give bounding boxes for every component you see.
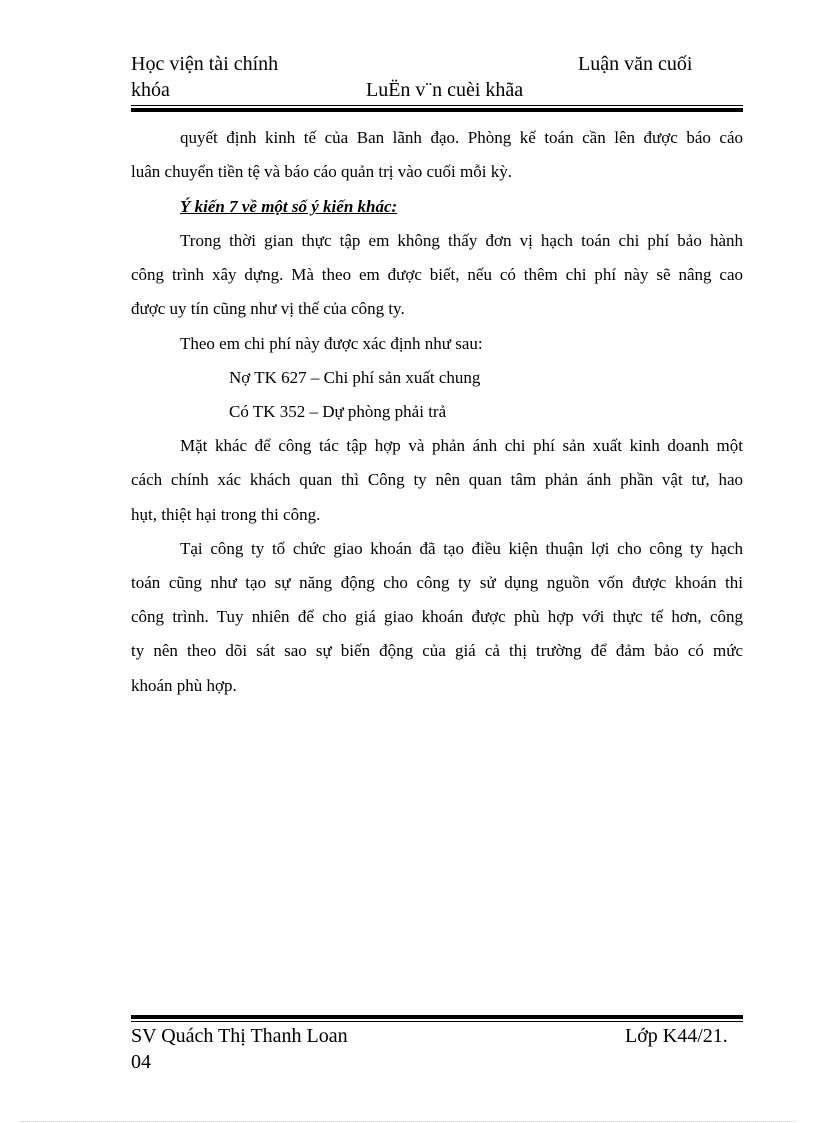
para3-line1: Theo em chi phí này được xác định như sau: [180, 334, 483, 353]
para2-line3: được uy tín cũng như vị thế của công ty. [131, 299, 405, 318]
para5-line3: công trình. Tuy nhiên để cho giá giao khoán được phù hợp với thực tế hơn, công [131, 607, 743, 626]
header-rule-thin [131, 105, 743, 106]
para5-line5: khoán phù hợp. [131, 676, 237, 695]
para2-line1: Trong thời gian thực tập em không thấy đơn vị hạch toán chi phí bảo hành [180, 231, 743, 250]
footer-student-suffix: 04 [131, 1051, 151, 1073]
entry-debit: Nợ TK 627 – Chi phí sản xuất chung [229, 368, 481, 387]
para2-line2: công trình xây dựng. Mà theo em được biết, nếu có thêm chi phí này sẽ nâng cao [131, 265, 743, 284]
para1-line2: luân chuyển tiền tệ và báo cáo quản trị vào cuối mỗi kỳ. [131, 162, 512, 181]
header-khoa: khóa [131, 79, 170, 101]
para4-line1: Mặt khác để công tác tập hợp và phản ánh chi phí sản xuất kinh doanh một [180, 436, 743, 455]
para5-line1: Tại công ty tổ chức giao khoán đã tạo điều kiện thuận lợi cho công ty hạch [180, 539, 743, 558]
para4-line2: cách chính xác khách quan thì Công ty nên quan tâm phản ánh phần vật tư, hao [131, 470, 743, 489]
header-garbled-title: LuËn v¨n cuèi khãa [366, 79, 524, 101]
footer-rule-thin [131, 1021, 743, 1022]
footer-student-name: SV Quách Thị Thanh Loan [131, 1025, 348, 1047]
footer-class: Lớp K44/21. [625, 1025, 728, 1047]
footer-rule-thick [131, 1015, 743, 1019]
para5-line4: ty nên theo dõi sát sao sự biến động của giá cả thị trường để đảm bảo có mức [131, 641, 743, 660]
header-thesis-title: Luận văn cuối [578, 53, 693, 75]
header-rule-thick [131, 108, 743, 112]
entry-credit: Có TK 352 – Dự phòng phải trả [229, 402, 447, 421]
para1-line1: quyết định kinh tế của Ban lãnh đạo. Phòng kế toán cần lên được báo cáo [180, 128, 743, 147]
para4-line3: hụt, thiệt hại trong thi công. [131, 505, 321, 524]
page-bottom-dotted-border [20, 1121, 796, 1122]
header-school: Học viện tài chính [131, 53, 279, 75]
para5-line2: toán cũng như tạo sự năng động cho công ty sử dụng nguồn vốn được khoán thi [131, 573, 743, 592]
section-heading: Ý kiến 7 về một số ý kiến khác: [180, 197, 398, 216]
